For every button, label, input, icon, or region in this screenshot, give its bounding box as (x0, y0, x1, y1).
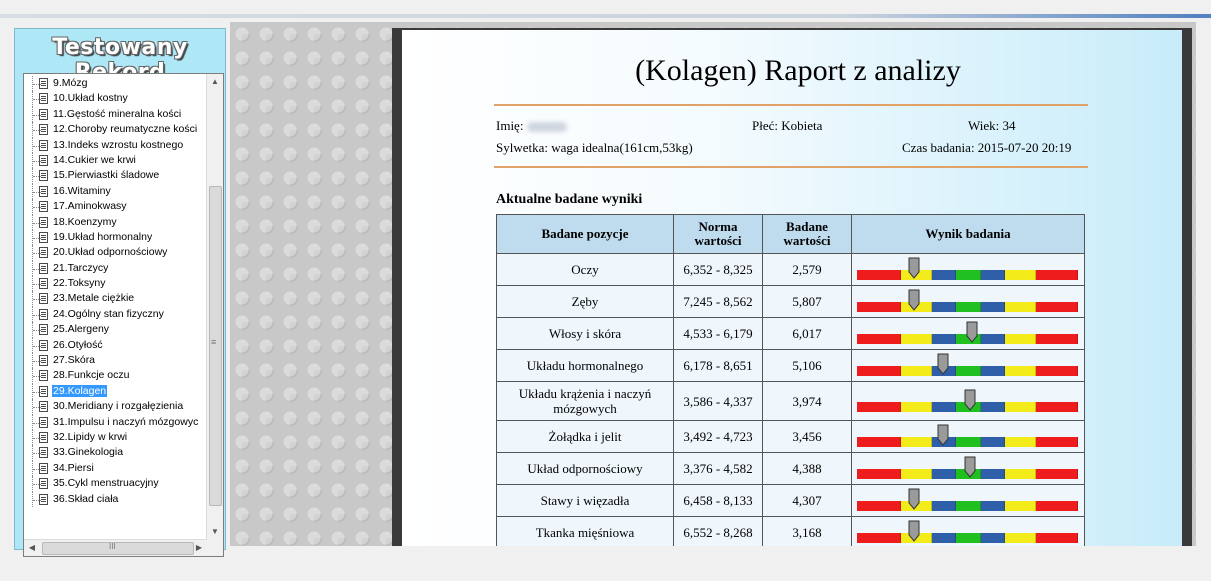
tree-item-label: 15.Pierwiastki śladowe (53, 169, 160, 182)
result-gauge (852, 517, 1085, 547)
norm-range: 6,352 - 8,325 (674, 254, 763, 286)
gauge-segment (981, 437, 1005, 447)
gauge-segment (1005, 366, 1036, 376)
tree-item[interactable] (24, 291, 207, 306)
gauge-segment (956, 302, 981, 312)
gauge-segment (1036, 501, 1078, 511)
divider-top (494, 104, 1088, 106)
gauge-scale (857, 366, 1078, 376)
gauge-scale (857, 302, 1078, 312)
gauge-segment (932, 469, 956, 479)
document-icon (39, 109, 48, 120)
tree-item[interactable] (24, 245, 207, 260)
gauge-segment (857, 501, 901, 511)
table-row (497, 485, 1085, 517)
document-icon (39, 278, 48, 289)
table-row (497, 453, 1085, 485)
tree-item[interactable] (24, 384, 207, 399)
gauge-segment (956, 437, 981, 447)
gauge-segment (981, 302, 1005, 312)
gauge-segment (1036, 366, 1078, 376)
vertical-scrollbar[interactable] (206, 74, 223, 540)
tree-item[interactable] (24, 199, 207, 214)
tree-item-label: 10.Układ kostny (53, 92, 128, 105)
document-icon (39, 201, 48, 212)
tree-item-label: 23.Metale ciężkie (53, 292, 135, 305)
norm-range: 4,533 - 6,179 (674, 318, 763, 350)
horizontal-scrollbar[interactable] (24, 539, 207, 556)
gauge-segment (901, 437, 932, 447)
tree-item-label: 20.Układ odpornościowy (53, 246, 168, 259)
gauge-marker-icon (965, 321, 979, 343)
gauge-segment (857, 270, 901, 280)
tree-item-label: 32.Lipidy w krwi (53, 430, 128, 443)
gauge-segment (1036, 533, 1078, 543)
gauge-segment (857, 302, 901, 312)
tree-item[interactable] (24, 338, 207, 353)
gauge-segment (956, 270, 981, 280)
norm-range: 6,178 - 8,651 (674, 350, 763, 382)
tree-item[interactable] (24, 492, 207, 507)
measured-value: 3,168 (763, 517, 852, 547)
result-gauge (852, 421, 1085, 453)
tree-item-label: 12.Choroby reumatyczne kości (53, 123, 198, 136)
col-header-norm: Norma wartości (674, 215, 763, 254)
gauge-segment (932, 334, 956, 344)
tree-item-label: 33.Ginekologia (53, 446, 124, 459)
table-row (497, 254, 1085, 286)
patient-figure: Sylwetka: waga idealna(161cm,53kg) (496, 140, 693, 155)
table-row (497, 421, 1085, 453)
document-icon (39, 217, 48, 228)
item-name: Tkanka mięśniowa (497, 517, 674, 547)
gauge-scale (857, 533, 1078, 543)
gauge-segment (901, 402, 932, 412)
tree-item-label: 14.Cukier we krwi (53, 153, 136, 166)
item-name: Stawy i więzadła (497, 485, 674, 517)
record-tree[interactable] (23, 73, 224, 557)
scroll-left-icon[interactable]: ◀ (28, 543, 36, 552)
tree-item-label: 17.Aminokwasy (53, 200, 127, 213)
window-top-edge (0, 14, 1211, 18)
tree-item[interactable] (24, 215, 207, 230)
tree-item-label: 24.Ogólny stan fizyczny (53, 307, 164, 320)
table-row (497, 286, 1085, 318)
document-icon (39, 309, 48, 320)
tree-item[interactable] (24, 307, 207, 322)
document-icon (39, 432, 48, 443)
scroll-grip-icon: ≡ (211, 337, 217, 347)
tree-item[interactable] (24, 261, 207, 276)
tree-item[interactable] (24, 230, 207, 245)
result-gauge (852, 350, 1085, 382)
document-icon (39, 247, 48, 258)
scroll-down-icon[interactable]: ▼ (211, 527, 219, 536)
gauge-segment (1005, 501, 1036, 511)
gauge-segment (981, 334, 1005, 344)
document-icon (39, 186, 48, 197)
gauge-scale (857, 270, 1078, 280)
gauge-segment (1036, 302, 1078, 312)
result-gauge (852, 318, 1085, 350)
measured-value: 3,974 (763, 382, 852, 421)
result-gauge (852, 485, 1085, 517)
scroll-up-icon[interactable]: ▲ (211, 77, 219, 86)
tree-item[interactable] (24, 184, 207, 199)
table-row (497, 382, 1085, 421)
tree-item-label: 31.Impulsu i naczyń mózgowyc (53, 415, 199, 428)
gauge-segment (1036, 334, 1078, 344)
tree-item[interactable] (24, 461, 207, 476)
table-row (497, 350, 1085, 382)
tree-item[interactable] (24, 399, 207, 414)
item-name: Układ odpornościowy (497, 453, 674, 485)
tree-item[interactable] (24, 353, 207, 368)
document-icon (39, 417, 48, 428)
tree-item[interactable] (24, 168, 207, 183)
document-icon (39, 401, 48, 412)
document-icon (39, 494, 48, 505)
col-header-result: Wynik badania (852, 215, 1085, 254)
document-icon (39, 355, 48, 366)
gauge-segment (981, 469, 1005, 479)
item-name: Zęby (497, 286, 674, 318)
item-name: Oczy (497, 254, 674, 286)
gauge-segment (1005, 402, 1036, 412)
scroll-corner (207, 540, 223, 556)
report-viewer[interactable] (230, 22, 1196, 546)
gauge-segment (857, 402, 901, 412)
gauge-segment (1005, 533, 1036, 543)
gauge-marker-icon (963, 389, 977, 411)
col-header-items: Badane pozycje (497, 215, 674, 254)
measured-value: 6,017 (763, 318, 852, 350)
results-table (496, 214, 1085, 546)
gauge-segment (857, 533, 901, 543)
gauge-segment (981, 533, 1005, 543)
tree-item[interactable] (24, 322, 207, 337)
gauge-segment (981, 501, 1005, 511)
gauge-segment (1036, 437, 1078, 447)
gauge-segment (1005, 437, 1036, 447)
gauge-segment (932, 501, 956, 511)
gauge-marker-icon (963, 456, 977, 478)
tree-item[interactable] (24, 107, 207, 122)
measured-value: 4,307 (763, 485, 852, 517)
tree-item[interactable] (24, 276, 207, 291)
name-label: Imię: (496, 118, 524, 133)
document-icon (39, 263, 48, 274)
document-icon (39, 93, 48, 104)
tree-item-label: 25.Alergeny (53, 323, 110, 336)
document-icon (39, 170, 48, 181)
patient-name (496, 118, 567, 134)
exam-time: Czas badania: 2015-07-20 20:19 (902, 140, 1072, 155)
result-gauge (852, 286, 1085, 318)
norm-range: 3,586 - 4,337 (674, 382, 763, 421)
result-gauge (852, 382, 1085, 421)
gauge-segment (1005, 334, 1036, 344)
gauge-marker-icon (907, 520, 921, 542)
tree-item[interactable] (24, 476, 207, 491)
document-icon (39, 78, 48, 89)
gauge-segment (956, 533, 981, 543)
tree-item[interactable] (24, 445, 207, 460)
norm-range: 3,492 - 4,723 (674, 421, 763, 453)
tree-item-label: 26.Otyłość (53, 338, 103, 351)
document-icon (39, 478, 48, 489)
gauge-segment (901, 334, 932, 344)
document-icon (39, 124, 48, 135)
patient-age: Wiek: 34 (968, 118, 1016, 133)
gauge-segment (1036, 402, 1078, 412)
redacted-name (527, 122, 567, 132)
document-icon (39, 293, 48, 304)
tree-item[interactable] (24, 430, 207, 445)
item-name: Układu krążenia i naczyń mózgowych (497, 382, 674, 421)
gauge-segment (932, 270, 956, 280)
norm-range: 6,458 - 8,133 (674, 485, 763, 517)
gauge-marker-icon (907, 289, 921, 311)
gauge-segment (981, 366, 1005, 376)
panel-title: Testowany (52, 35, 188, 60)
tree-item-label: 22.Toksyny (53, 277, 106, 290)
measured-value: 5,106 (763, 350, 852, 382)
gauge-segment (932, 402, 956, 412)
tree-item-label: 34.Piersi (53, 461, 94, 474)
scroll-right-icon[interactable]: ▶ (195, 543, 203, 552)
tree-item-label: 29.Kolagen (53, 384, 107, 397)
record-panel (14, 28, 226, 550)
item-name: Żołądka i jelit (497, 421, 674, 453)
tree-list (24, 76, 207, 507)
norm-range: 6,552 - 8,268 (674, 517, 763, 547)
table-header (497, 215, 1085, 254)
gauge-marker-icon (907, 488, 921, 510)
gauge-segment (1005, 469, 1036, 479)
gauge-segment (857, 469, 901, 479)
patient-gender: Płeć: Kobieta (752, 118, 823, 133)
tree-item-label: 35.Cykl menstruacyjny (53, 477, 159, 490)
tree-item-label: 36.Skład ciała (53, 492, 119, 505)
gauge-scale (857, 437, 1078, 447)
gauge-marker-icon (936, 424, 950, 446)
tree-item[interactable] (24, 76, 207, 91)
tree-item-label: 30.Meridiany i rozgałęzienia (53, 400, 184, 413)
gauge-segment (1005, 270, 1036, 280)
gauge-segment (901, 366, 932, 376)
tree-item[interactable] (24, 153, 207, 168)
gauge-segment (956, 501, 981, 511)
measured-value: 3,456 (763, 421, 852, 453)
document-icon (39, 340, 48, 351)
norm-range: 7,245 - 8,562 (674, 286, 763, 318)
gauge-segment (1005, 302, 1036, 312)
tree-item-label: 18.Koenzymy (53, 215, 117, 228)
item-name: Włosy i skóra (497, 318, 674, 350)
gauge-marker-icon (936, 353, 950, 375)
document-icon (39, 463, 48, 474)
tree-item-label: 28.Funkcje oczu (53, 369, 130, 382)
measured-value: 2,579 (763, 254, 852, 286)
table-row (497, 318, 1085, 350)
document-icon (39, 370, 48, 381)
tree-item-label: 11.Gęstość mineralna kości (53, 107, 182, 120)
gauge-segment (901, 469, 932, 479)
tree-item[interactable] (24, 368, 207, 383)
gauge-segment (857, 366, 901, 376)
document-icon (39, 140, 48, 151)
tree-item[interactable] (24, 122, 207, 137)
gauge-scale (857, 501, 1078, 511)
tree-item-label: 19.Układ hormonalny (53, 230, 153, 243)
col-header-value: Badane wartości (763, 215, 852, 254)
tree-item-label: 9.Mózg (53, 77, 88, 89)
tree-item[interactable] (24, 91, 207, 106)
vertical-scroll-thumb[interactable] (209, 186, 222, 506)
document-icon (39, 386, 48, 397)
report-page (402, 30, 1182, 546)
gauge-segment (857, 334, 901, 344)
measured-value: 4,388 (763, 453, 852, 485)
gauge-segment (1036, 270, 1078, 280)
tree-item[interactable] (24, 138, 207, 153)
measured-value: 5,807 (763, 286, 852, 318)
result-gauge (852, 254, 1085, 286)
document-icon (39, 232, 48, 243)
gauge-segment (932, 533, 956, 543)
norm-range: 3,376 - 4,582 (674, 453, 763, 485)
gauge-segment (956, 366, 981, 376)
gauge-segment (932, 302, 956, 312)
gauge-segment (981, 402, 1005, 412)
table-row (497, 517, 1085, 547)
document-icon (39, 447, 48, 458)
item-name: Układu hormonalnego (497, 350, 674, 382)
tree-item-label: 16.Witaminy (53, 184, 111, 197)
document-icon (39, 155, 48, 166)
tree-item-label: 13.Indeks wzrostu kostnego (53, 138, 184, 151)
hscroll-grip-icon: III (109, 542, 116, 551)
section-title: Aktualne badane wyniki (496, 192, 643, 207)
gauge-segment (857, 437, 901, 447)
tree-item-label: 27.Skóra (53, 354, 96, 367)
document-icon (39, 324, 48, 335)
gauge-segment (1036, 469, 1078, 479)
result-gauge (852, 453, 1085, 485)
gauge-marker-icon (907, 257, 921, 279)
gauge-segment (981, 270, 1005, 280)
tree-item-label: 21.Tarczycy (53, 261, 109, 274)
tree-item[interactable] (24, 415, 207, 430)
divider-bottom (494, 166, 1088, 168)
horizontal-scroll-thumb[interactable] (42, 542, 194, 555)
report-title: (Kolagen) Raport z analizy (635, 54, 961, 87)
